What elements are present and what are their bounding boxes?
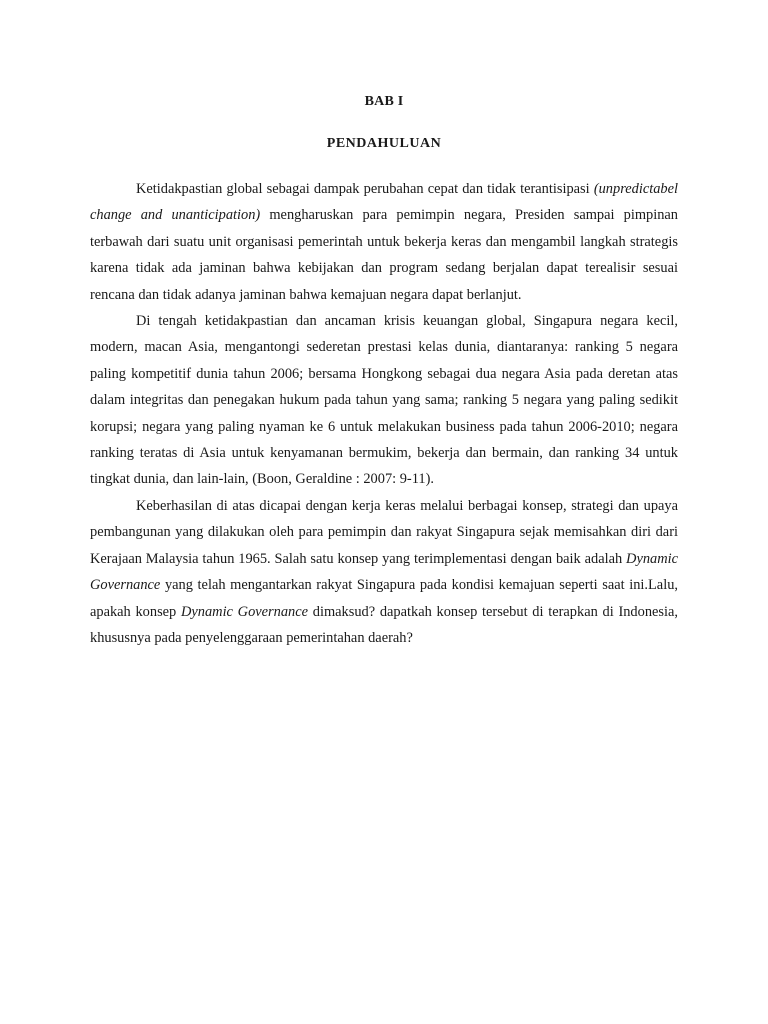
- paragraph-3: [90, 493, 678, 651]
- paragraph-3-italic-term-1: Dynamic Governance: [90, 550, 678, 594]
- paragraph-1-italic-term: (unpredictabel change and unanticipation): [90, 181, 678, 224]
- body-text: [90, 176, 678, 651]
- chapter-title: PENDAHULUAN: [326, 136, 442, 151]
- paragraph-1-text-a: Ketidakpastian global sebagai dampak perubahan cepat dan tidak terantisipasi: [136, 181, 594, 197]
- paragraph-3-italic-term-2: Dynamic Governance: [181, 603, 309, 620]
- paragraph-1-text-c: mengharuskan para pemimpin negara, Presiden sampai pimpinan terbawah dari suatu unit organisasi pemerintah untuk bekerja keras dan mengambil langkah strategis karena tidak ada jaminan bahwa kebijakan dan program sedang berjalan dapat terealisir sesuai rencana dan tidak adanya jaminan bahwa kemajuan negara dapat berlanjut.: [90, 207, 678, 303]
- chapter-number: BAB I: [364, 94, 404, 109]
- paragraph-3-text-e: dimaksud? dapatkah konsep tersebut di terapkan di Indonesia, khususnya pada penyelenggaraan pemerintahan daerah?: [90, 603, 678, 646]
- paragraph-2: Di tengah ketidakpastian dan ancaman krisis keuangan global, Singapura negara kecil, modern, macan Asia, mengantongi sederetan prestasi kelas dunia, diantaranya: ranking 5 negara paling kompetitif dunia tahun 2006; bersama Hongkong sebagai dua negara Asia pada deretan atas dalam integritas dan penegakan hukum pada tahun yang sama; ranking 5 negara yang paling sedikit korupsi; negara yang paling nyaman ke 6 untuk melakukan business pada tahun 2006-2010; negara ranking teratas di Asia untuk kenyamanan bermukim, bekerja dan bermain, dan ranking 34 untuk tingkat dunia, dan lain-lain, (Boon, Geraldine : 2007: 9-11).: [90, 313, 678, 488]
- paragraph-3-text-c: yang telah mengantarkan rakyat Singapura pada kondisi kemajuan seperti saat ini.Lalu, apakah konsep: [90, 577, 678, 620]
- paragraph-3-text-a: Keberhasilan di atas dicapai dengan kerja keras melalui berbagai konsep, strategi dan upaya pembangunan yang dilakukan oleh para pemimpin dan rakyat Singapura sejak memisahkan diri dari Kerajaan Malaysia tahun 1965. Salah satu konsep yang terimplementasi dengan baik adalah: [90, 497, 678, 567]
- paragraph-1: [90, 176, 678, 308]
